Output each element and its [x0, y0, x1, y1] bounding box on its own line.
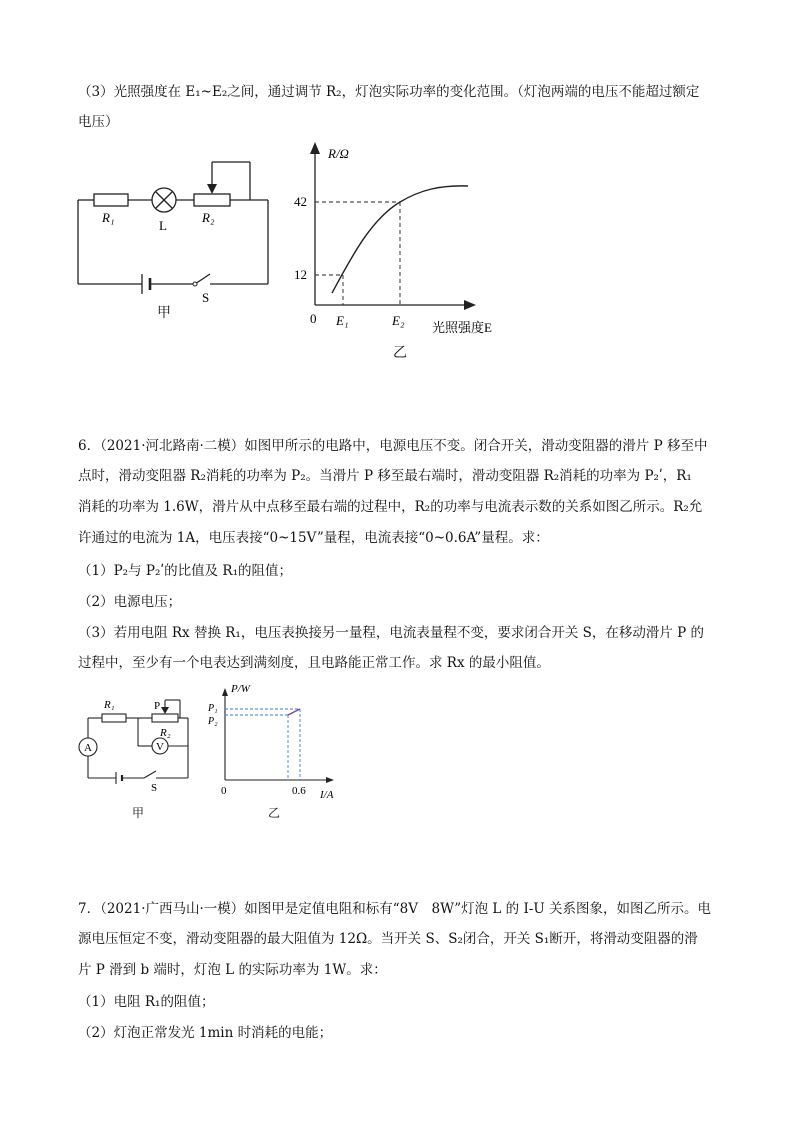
q6-line-2: 点时，滑动变阻器 R₂消耗的功率为 P₂。当滑片 P 移至最右端时，滑动变阻器 R₂消耗的功率为 P₂ʹ，R₁	[78, 468, 692, 484]
q5-part3-line1: （3）光照强度在 E₁~E₂之间，通过调节 R₂，灯泡实际功率的变化范围。（灯泡两端的电压不能超过额定	[78, 84, 700, 100]
q6-ytick-p2: P₂	[208, 716, 218, 727]
q5-origin: 0	[310, 311, 317, 326]
q7-line-2: 源电压恒定不变，滑动变阻器的最大阻值为 12Ω。当开关 S、S₂闭合，开关 S₁断开，将滑动变阻器的滑	[78, 931, 698, 947]
q5-xtick-e2: E₂	[392, 313, 405, 328]
q6-line-7: （3）若用电阻 Rx 替换 R₁，电压表换接另一量程，电流表量程不变，要求闭合开关 S，在移动滑片 P 的	[78, 625, 705, 641]
q6-r1-resistor	[102, 714, 126, 722]
q6-power-segment	[288, 709, 300, 715]
q7-line-3: 片 P 滑到 b 端时，灯泡 L 的实际功率为 1W。求：	[78, 962, 387, 978]
q5-fig1-caption: 甲	[157, 305, 171, 321]
q6-ylabel: P/W	[231, 683, 250, 695]
q6-y-axis-arrow-icon	[222, 688, 228, 696]
q5-label-l: L	[159, 218, 167, 233]
q6-slider-arrow-icon	[161, 707, 169, 714]
q6-line-3: 消耗的功率为 1.6W，滑片从中点移至最右端的过程中，R₂的功率与电流表示数的关系如图乙所示。R₂允	[78, 499, 703, 515]
q7-line-4: （1）电阻 R₁的阻值；	[78, 994, 215, 1010]
q5-circuit-diagram	[70, 150, 280, 320]
q6-line-4: 许通过的电流为 1A，电压表接“0~15V”量程，电流表接“0~0.6A”量程。求：	[78, 530, 549, 546]
q6-origin: 0	[221, 785, 227, 797]
q5-label-s: S	[202, 290, 210, 305]
q6-label-r1: R₁	[104, 699, 115, 711]
q7-line-5: （2）灯泡正常发光 1min 时消耗的电能；	[78, 1025, 333, 1041]
q5-resistance-graph	[290, 140, 520, 340]
q5-fig2-caption: 乙	[393, 345, 407, 361]
q5-slider-arrow-icon	[207, 184, 217, 194]
q7-line-1: 7．（2021·广西马山·一模）如图甲是定值电阻和标有“8V 8W”灯泡 L 的 I-U 关系图象，如图乙所示。电	[78, 901, 712, 917]
q6-xtick-06: 0.6	[292, 785, 306, 797]
q5-label-r1: R₁	[102, 210, 115, 225]
q6-r2-rheostat	[152, 714, 178, 722]
q5-ylabel: R/Ω	[328, 146, 349, 161]
q5-r2-rheostat	[194, 194, 230, 206]
q6-line-8: 过程中，至少有一个电表达到满刻度，且电路能正常工作。求 Rx 的最小阻值。	[78, 655, 550, 671]
q6-power-graph	[200, 680, 350, 800]
q6-ytick-p1: P₁	[208, 703, 218, 714]
q5-xlabel: 光照强度E	[432, 320, 492, 335]
q5-r1-resistor	[94, 194, 128, 206]
q6-circuit-diagram	[72, 690, 202, 800]
q5-y-axis-arrow-icon	[310, 142, 320, 154]
q6-ammeter-label: A	[84, 742, 92, 754]
q6-label-r2: R₂	[160, 727, 171, 739]
q5-xtick-e1: E₁	[336, 313, 349, 328]
q6-label-s: S	[151, 782, 158, 794]
q5-ytick-12: 12	[294, 267, 307, 282]
q6-voltmeter-label: V	[156, 741, 164, 753]
q5-label-r2: R₂	[202, 210, 215, 225]
q6-fig2-caption: 乙	[268, 806, 281, 820]
q6-fig1-caption: 甲	[132, 806, 145, 820]
q6-x-axis-arrow-icon	[326, 777, 334, 783]
q5-ytick-42: 42	[294, 194, 307, 209]
q6-line-1: 6．（2021·河北路南·二模）如图甲所示的电路中，电源电压不变。闭合开关，滑动变阻器的滑片 P 移至中	[78, 438, 708, 454]
q5-x-axis-arrow-icon	[464, 300, 476, 310]
q6-line-5: （1）P₂与 P₂ʹ的比值及 R₁的阻值；	[78, 563, 292, 579]
q6-line-6: （2）电源电压；	[78, 594, 182, 610]
q6-label-p: P	[154, 700, 161, 712]
q5-part3-line2: 电压）	[78, 114, 119, 130]
q6-xlabel: I/A	[320, 789, 334, 800]
